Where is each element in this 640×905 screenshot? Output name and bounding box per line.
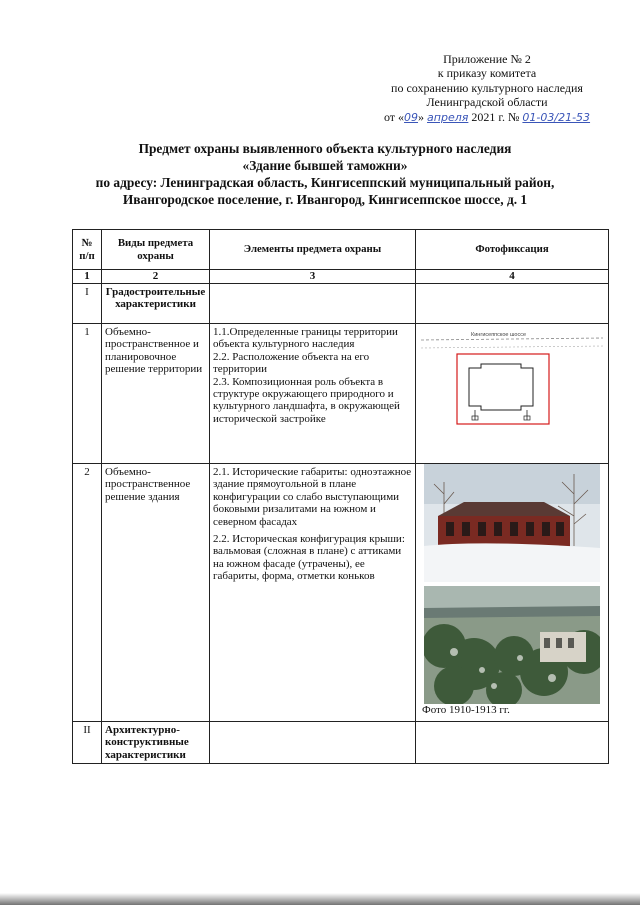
appendix-line-3: по сохранению культурного наследия [391, 80, 583, 95]
header-elements: Элементы предмета охраны [210, 230, 416, 270]
row-2-element-b: 2.2. Историческая конфигурация крыши: вальмовая (сложная в плане) с аттиками на южном фасаде (утрачены), ее габариты, форма, отметки коньков [213, 533, 405, 583]
header-num: № п/п [73, 230, 102, 270]
title-line-1: Предмет охраны выявленного объекта культурного наследия [138, 141, 512, 156]
section-2-empty [210, 722, 416, 764]
table-row [73, 464, 609, 722]
date-year: 2021 г. № [471, 109, 520, 124]
col-number-1: 1 [73, 270, 102, 284]
section-row-1 [73, 284, 609, 324]
row-2-element-a: 2.1. Исторические габариты: одноэтажное здание прямоугольной в плане конфигурации со слабо выступающими боковыми ризалитами на южном и северном фасадах [213, 466, 412, 528]
section-row-2 [73, 722, 609, 764]
site-plan-image [417, 324, 607, 462]
table-row [73, 324, 609, 464]
header-row [73, 230, 609, 270]
scan-edge-shadow [0, 893, 640, 905]
appendix-line-1: Приложение № 2 [443, 52, 531, 66]
row-1-photo [416, 324, 609, 464]
row-2-type: Объемно-пространственное решение здания [102, 464, 210, 722]
section-1-label: Градостроительные характеристики [102, 284, 210, 324]
section-2-label: Архитектурно-конструктивные характеристики [102, 722, 210, 764]
row-1-type: Объемно-пространственное и планировочное решение территории [102, 324, 210, 464]
protection-subject-table [72, 229, 609, 764]
appendix-date-line [372, 110, 602, 125]
appendix-line-2: к приказу комитета [437, 66, 537, 81]
col-number-3: 3 [210, 270, 416, 284]
section-2-num: II [73, 722, 102, 764]
document-title [60, 140, 590, 208]
date-day: 09 [404, 110, 419, 124]
date-number: 01-03/21-53 [522, 110, 591, 124]
title-line-3: по адресу: Ленинградская область, Кингисеппский муниципальный район, [95, 175, 555, 190]
column-number-row [73, 270, 609, 284]
appendix-line-4: Ленинградской области [426, 95, 548, 110]
section-2-photo-empty [416, 722, 609, 764]
section-1-num: I [73, 284, 102, 324]
col-number-2: 2 [102, 270, 210, 284]
appendix-block [372, 52, 602, 125]
historical-photo-1910 [424, 586, 600, 704]
title-line-4: Ивангородское поселение, г. Ивангород, Кингисеппское шоссе, д. 1 [122, 192, 528, 207]
date-month: апреля [427, 110, 469, 124]
row-2-elements [210, 464, 416, 722]
row-1-num: 1 [73, 324, 102, 464]
row-1-elements: 1.1.Определенные границы территории объекта культурного наследия 2.2. Расположение объекта на его территории 2.3. Композиционная роль объекта в структуре окружающего природного и культурного ландшафта, в окружающей исторической застройке [210, 324, 416, 464]
row-2-photos [416, 464, 609, 722]
plan-road-label: Кингисеппское шоссе [471, 332, 527, 338]
col-number-4: 4 [416, 270, 609, 284]
date-prefix: от « [383, 109, 405, 124]
section-1-photo-empty [416, 284, 609, 324]
title-line-2: «Здание бывшей таможни» [242, 158, 408, 173]
photo-caption: Фото 1910-1913 гг. [422, 704, 510, 716]
header-photo: Фотофиксация [416, 230, 609, 270]
section-1-empty [210, 284, 416, 324]
header-type: Виды предмета охраны [102, 230, 210, 270]
date-mid: » [418, 109, 425, 124]
building-winter-photo [424, 464, 600, 582]
row-2-num: 2 [73, 464, 102, 722]
